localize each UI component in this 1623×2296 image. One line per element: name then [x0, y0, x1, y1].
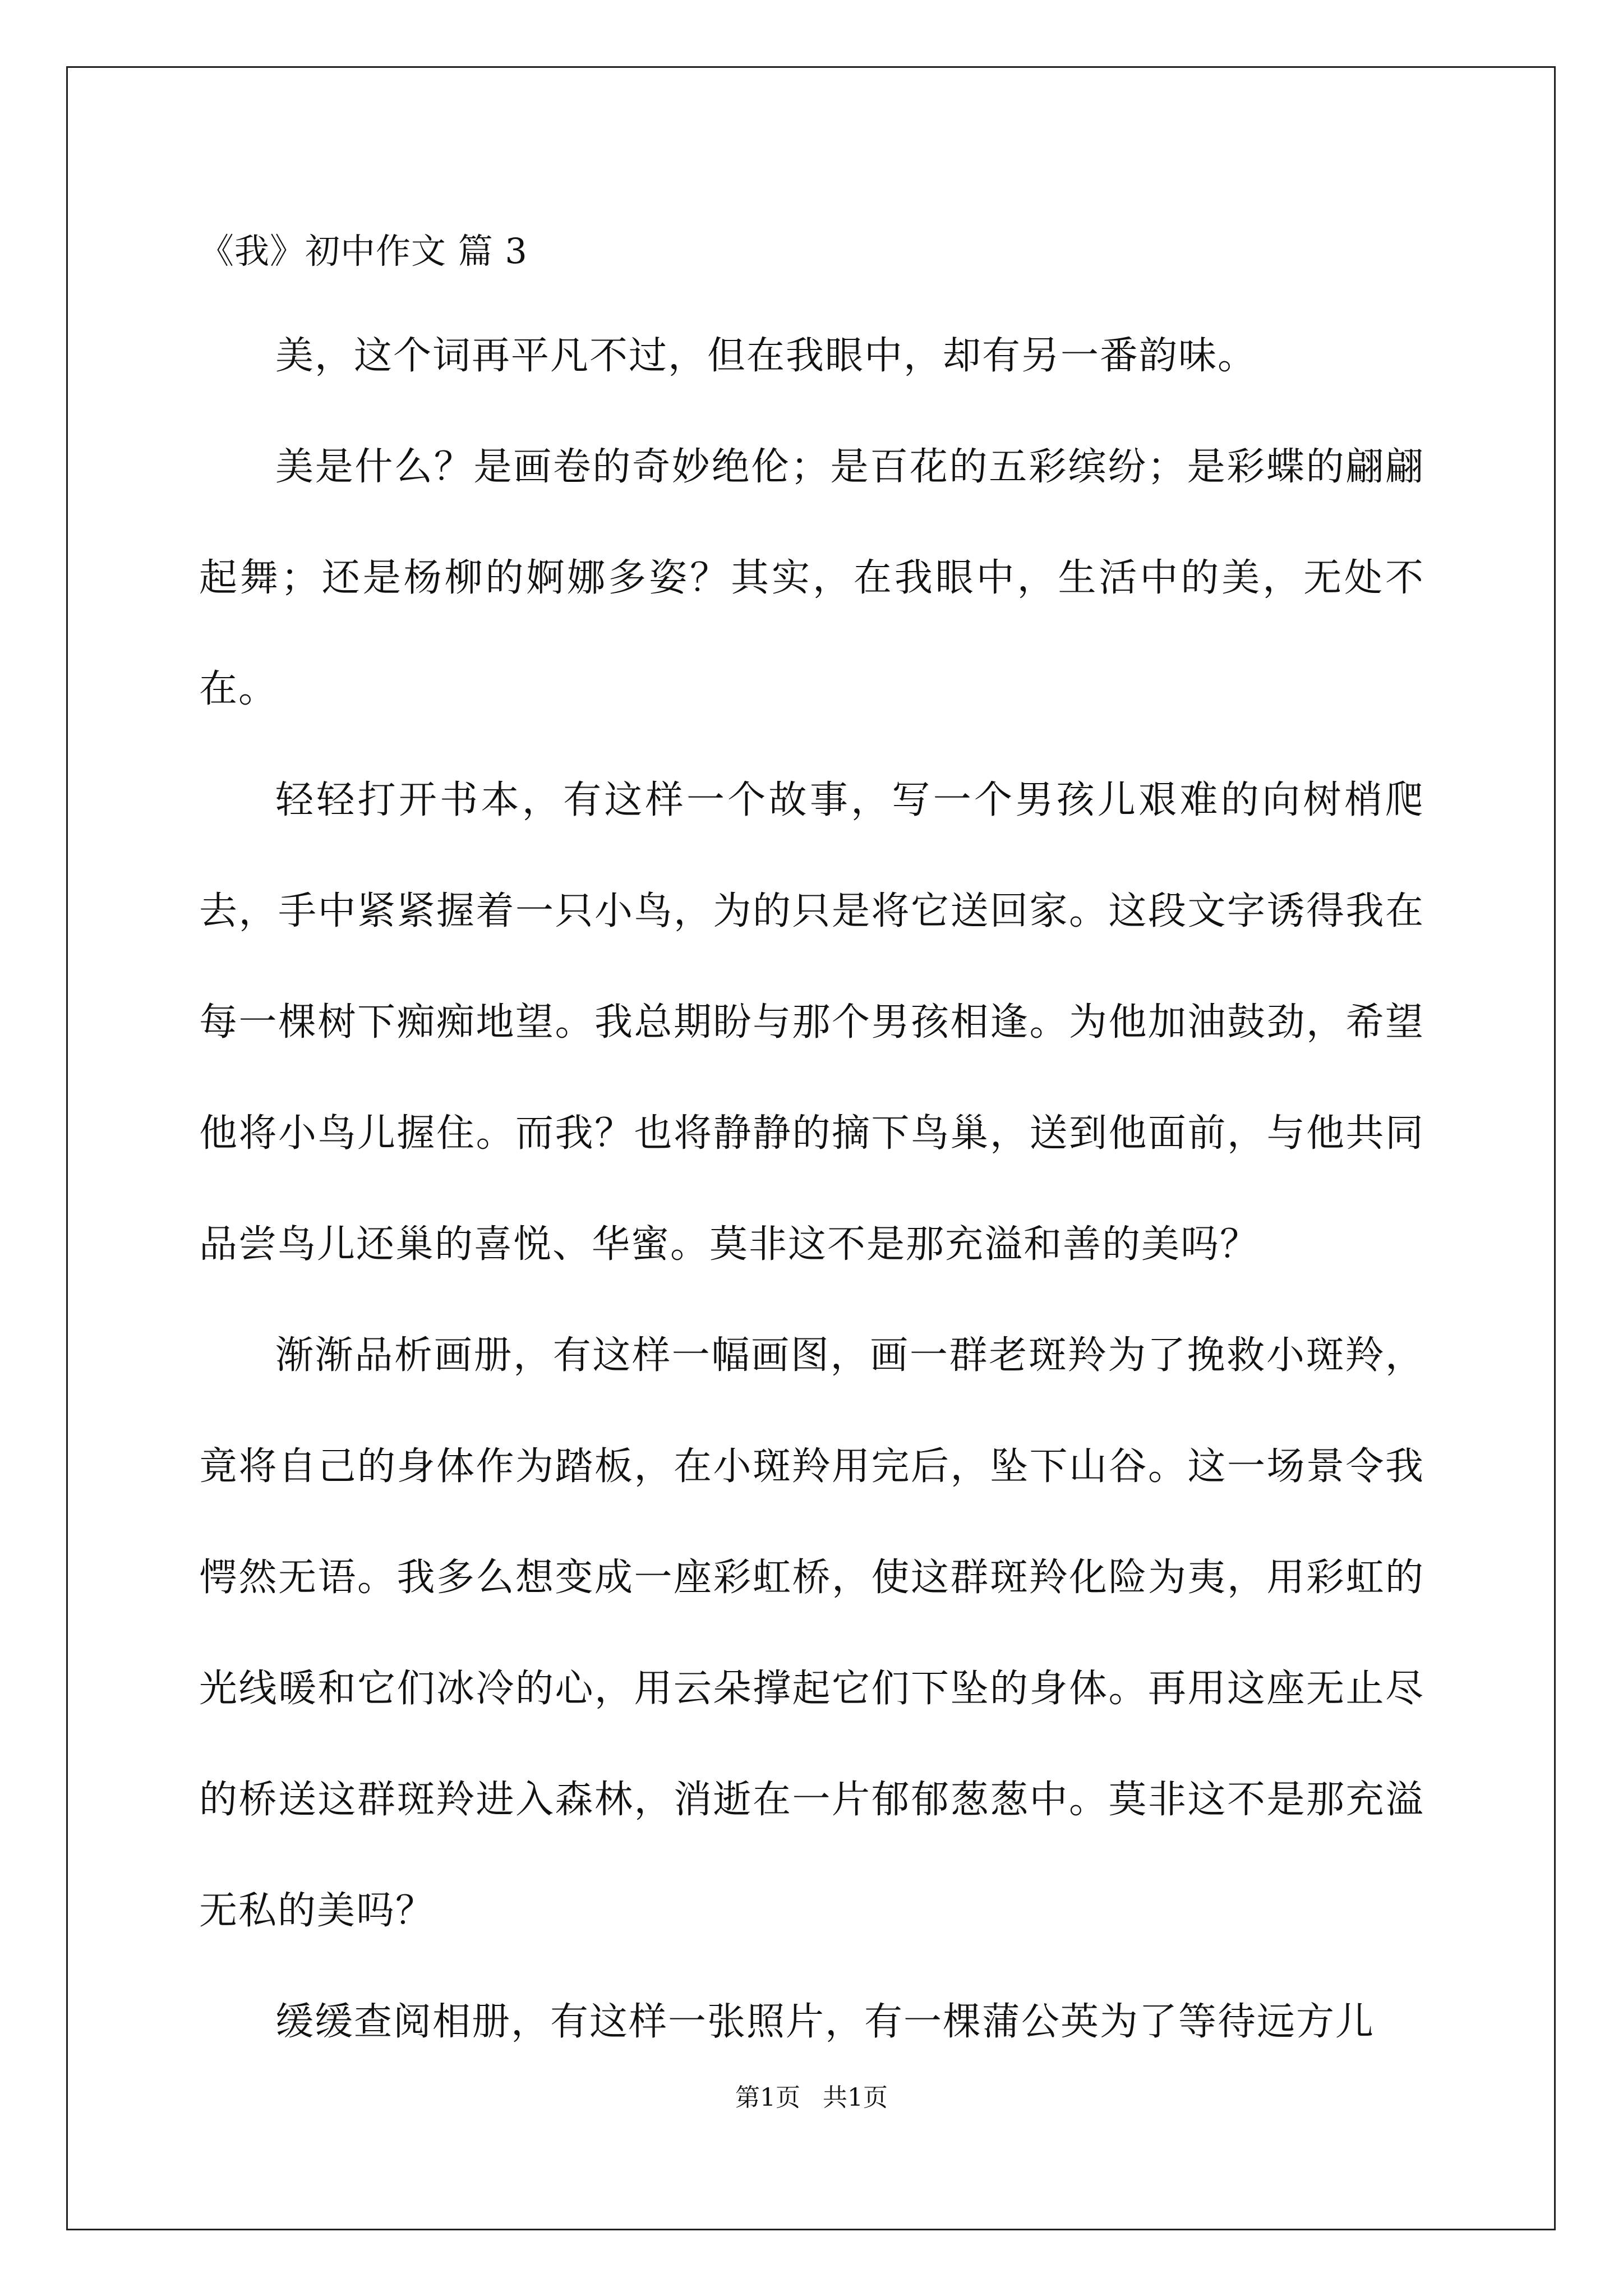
- page-footer: [0, 2081, 1623, 2115]
- paragraph-4: 渐渐品析画册，有这样一幅画图，画一群老斑羚为了挽救小斑羚，竟将自己的身体作为踏板，在小斑羚用完后，坠下山谷。这一场景令我愕然无语。我多么想变成一座彩虹桥，使这群斑羚化险为夷，用彩虹的光线暖和它们冰冷的心，用云朵撑起它们下坠的身体。再用这座无止尽的桥送这群斑羚进入森林，消逝在一片郁郁葱葱中。莫非这不是那充溢无私的美吗？: [199, 1333, 1424, 1933]
- paragraph-5: 缓缓查阅相册，有这样一张照片，有一棵蒲公英为了等待远方儿: [275, 2000, 1375, 2044]
- paragraph-1: 美，这个词再平凡不过，但在我眼中，却有另一番韵味。: [275, 334, 1257, 378]
- paragraph-2: 美是什么？是画卷的奇妙绝伦；是百花的五彩缤纷；是彩蝶的翩翩起舞；还是杨柳的婀娜多姿？其实，在我眼中，生活中的美，无处不在。: [199, 445, 1424, 711]
- document-title: 《我》初中作文 篇 3: [199, 231, 528, 272]
- paragraph-3: 轻轻打开书本，有这样一个故事，写一个男孩儿艰难的向树梢爬去，手中紧紧握着一只小鸟，为的只是将它送回家。这段文字诱得我在每一棵树下痴痴地望。我总期盼与那个男孩相逢。为他加油鼓劲，希望他将小鸟儿握住。而我？也将静静的摘下鸟巢，送到他面前，与他共同品尝鸟儿还巢的喜悦、华蜜。莫非这不是那充溢和善的美吗？: [199, 778, 1424, 1267]
- document-body: [199, 224, 1424, 2078]
- page-total: 共1页: [823, 2083, 888, 2112]
- page-number: 第1页: [735, 2083, 800, 2112]
